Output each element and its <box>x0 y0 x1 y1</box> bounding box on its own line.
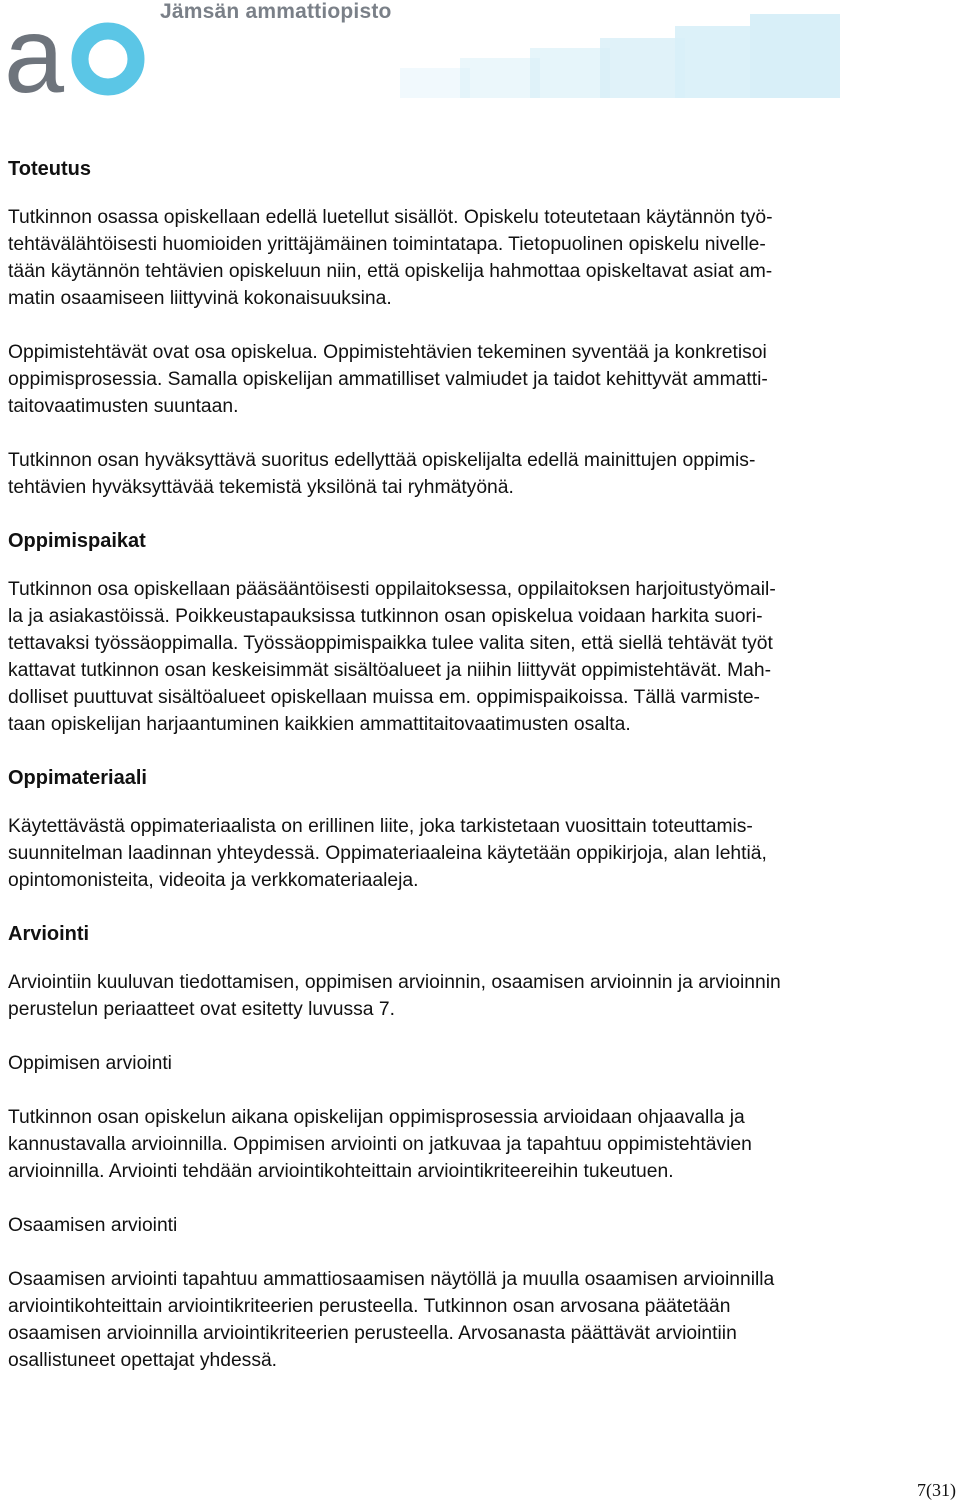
page-number: 7(31) <box>917 1480 956 1500</box>
decorative-steps-graphic <box>400 10 845 98</box>
subsection-heading-oppimisen-arviointi: Oppimisen arviointi <box>8 1053 172 1074</box>
paragraph: Tutkinnon osassa opiskellaan edellä luetellut sisällöt. Opiskelu toteutetaan käytännön työ- tehtävälähtöisesti huomioiden yrittäjämäinen toimintatapa. Tietopuolinen opiskelu nivelle- tään käytännön tehtävien opiskeluun niin, että opiskelija hahmottaa opiskeltavat asiat am- matin osaamiseen liittyvinä kokonaisuuksina. <box>8 207 773 309</box>
logo-o <box>80 31 136 87</box>
paragraph: Tutkinnon osan hyväksyttävä suoritus edellyttää opiskelijalta edellä mainittujen oppimis- tehtävien hyväksyttävää tekemistä yksilönä tai ryhmätyönä. <box>8 450 756 498</box>
page-header <box>0 0 960 110</box>
logo-a: a <box>4 14 65 104</box>
section-heading-toteutus: Toteutus <box>8 158 91 180</box>
section-heading-oppimispaikat: Oppimispaikat <box>8 530 146 552</box>
org-name: Jämsän ammattiopisto <box>160 0 392 23</box>
ao-logo-icon <box>4 14 154 104</box>
paragraph: Oppimistehtävät ovat osa opiskelua. Oppimistehtävien tekeminen syventää ja konkretisoi oppimisprosessia. Samalla opiskelijan ammatilliset valmiudet ja taidot kehittyvät ammatti- taitovaatimusten suuntaan. <box>8 342 768 417</box>
section-heading-oppimateriaali: Oppimateriaali <box>8 767 147 789</box>
paragraph: Tutkinnon osa opiskellaan pääsääntöisesti oppilaitoksessa, oppilaitoksen harjoitustyömail- la ja asiakastöissä. Poikkeustapauksissa tutkinnon osan opiskelua voidaan harkita suori- tettavaksi työssäoppimalla. Työssäoppimispaikka tulee valita siten, että siellä tehtävät työt kattavat tutkinnon osan keskeisimmät sisältöalueet ja niihin liittyvät oppimistehtävät. Mah- dolliset puuttuvat sisältöalueet opiskellaan muissa em. oppimispaikoissa. Tällä varmiste- taan opiskelijan harjaantuminen kaikkien ammattitaitovaatimusten osalta. <box>8 579 776 735</box>
paragraph: Arviointiin kuuluvan tiedottamisen, oppimisen arvioinnin, osaamisen arvioinnin ja arvioinnin perustelun periaatteet ovat esitetty luvussa 7. <box>8 972 781 1020</box>
paragraph: Käytettävästä oppimateriaalista on erillinen liite, joka tarkistetaan vuosittain toteuttamis- suunnitelman laadinnan yhteydessä. Oppimateriaaleina käytetään oppikirjoja, alan lehtiä, opintomonisteita, videoita ja verkkomateriaaleja. <box>8 816 767 891</box>
paragraph: Osaamisen arviointi tapahtuu ammattiosaamisen näytöllä ja muulla osaamisen arvioinnilla arviointikohteittain arviointikriteerien perusteella. Tutkinnon osan arvosana päätetään osaamisen arvioinnilla arviointikriteerien perusteella. Arvosanasta päättävät arviointiin osallistuneet opettajat yhdessä. <box>8 1269 775 1371</box>
paragraph: Tutkinnon osan opiskelun aikana opiskelijan oppimisprosessia arvioidaan ohjaavalla ja kannustavalla arvioinnilla. Oppimisen arviointi on jatkuvaa ja tapahtuu oppimistehtävien arvioinnilla. Arviointi tehdään arviointikohteittain arviointikriteereihin tukeutuen. <box>8 1107 752 1182</box>
section-heading-arviointi: Arviointi <box>8 923 90 945</box>
subsection-heading-osaamisen-arviointi: Osaamisen arviointi <box>8 1215 178 1236</box>
document-body <box>8 156 956 1401</box>
